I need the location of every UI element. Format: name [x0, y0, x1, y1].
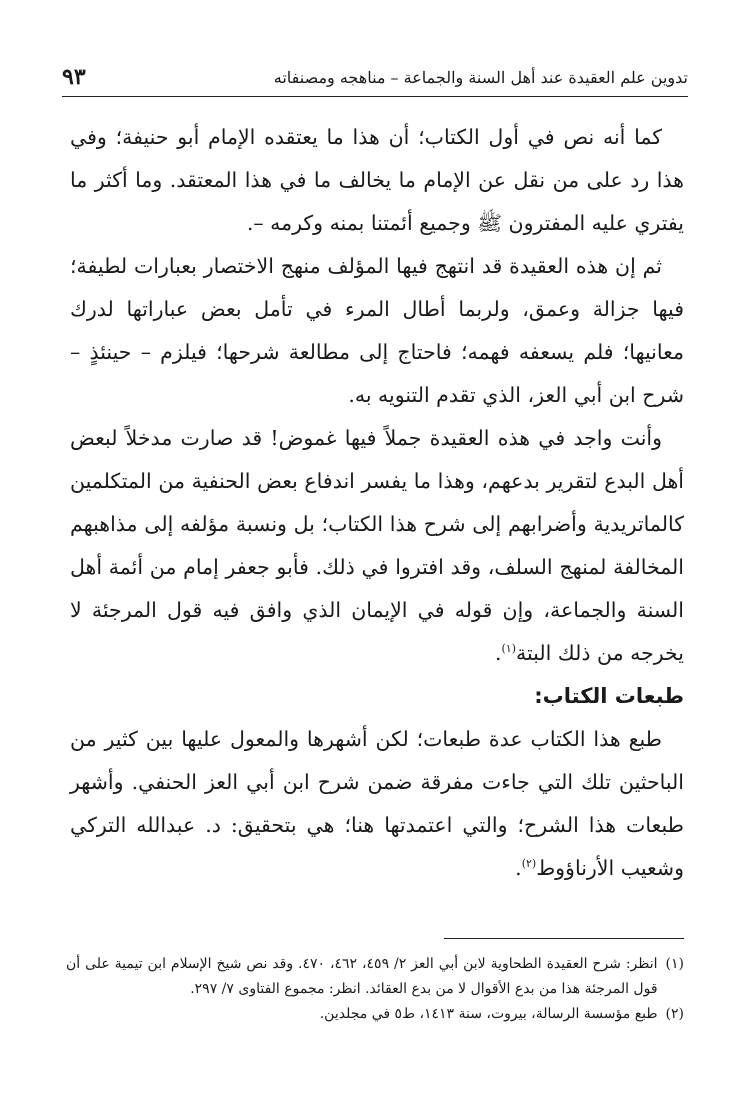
main-text [70, 116, 684, 890]
paragraph-4 [70, 718, 684, 890]
header-divider [62, 96, 688, 97]
page-header [62, 62, 688, 92]
footnote-number: (١) [665, 956, 684, 972]
page-number: ٩٣ [62, 64, 86, 90]
paragraph-4-text: طبع هذا الكتاب عدة طبعات؛ لكن أشهرها والمعول عليها بين كثير من الباحثين تلك التي جاءت مفرقة ضمن شرح ابن أبي العز الحنفي. وأشهر طبعات هذا الشرح؛ والتي اعتمدتها هنا؛ هي بتحقيق: د. عبدالله التركي وشعيب الأرناؤوط [70, 727, 684, 880]
footnote-text: انظر: شرح العقيدة الطحاوية لابن أبي العز ٢/ ٤٥٩، ٤٦٢، ٤٧٠. وقد نص شيخ الإسلام ابن تيمية على أن قول المرجئة هذا من بدع الأقوال لا من بدع العقائد. انظر: مجموع الفتاوى ٧/ ٢٩٧. [66, 956, 658, 997]
paragraph-1: كما أنه نص في أول الكتاب؛ أن هذا ما يعتقده الإمام أبو حنيفة؛ وفي هذا رد على من نقل عن الإمام ما يخالف ما في هذا المعتقد. وما أكثر ما يفتري عليه المفترون ﷺ وجميع أئمتنا بمنه وكرمه –. [70, 125, 684, 235]
footnote-ref-2[interactable]: (٢) [521, 857, 537, 871]
footnote-number: (٢) [665, 1006, 684, 1022]
paragraph-3-text: وأنت واجد في هذه العقيدة جملاً فيها غموض! قد صارت مدخلاً لبعض أهل البدع لتقرير بدعهم، وهذا ما يفسر اندفاع بعض الحنفية من المتكلمين كالماتريدية وأضرابهم إلى شرح هذا الكتاب؛ بل ونسبة مؤلفه إلى مذاهبهم المخالفة لمنهج السلف، وقد افتروا في ذلك. فأبو جعفر إمام من أئمة أهل السنة والجماعة، وإن قوله في الإيمان الذي وافق فيه قول المرجئة لا يخرجه من ذلك البتة [70, 426, 684, 665]
running-title: تدوين علم العقيدة عند أهل السنة والجماعة – مناهجه ومصنفاته [273, 67, 688, 87]
paragraph-3 [70, 417, 684, 675]
section-heading: طبعات الكتاب: [534, 684, 684, 708]
paragraph-4-end: . [515, 856, 522, 880]
footnotes [66, 952, 684, 1027]
footnote-item [66, 1002, 684, 1027]
footnote-divider [444, 938, 684, 939]
footnote-ref-1[interactable]: (١) [501, 642, 516, 656]
footnote-text: طبع مؤسسة الرسالة، بيروت، سنة ١٤١٣، ط٥ في مجلدين. [319, 1006, 658, 1022]
paragraph-2: ثم إن هذه العقيدة قد انتهج فيها المؤلف منهج الاختصار بعبارات لطيفة؛ فيها جزالة وعمق، ولربما أطال المرء في تأمل بعض عباراتها لدرك معانيها؛ فلم يسعفه فهمه؛ فاحتاج إلى مطالعة شرحها؛ فيلزم – حينئذٍ – شرح ابن أبي العز، الذي تقدم التنويه به. [70, 254, 684, 407]
footnote-item [66, 952, 684, 1002]
paragraph-3-end: . [494, 641, 502, 665]
